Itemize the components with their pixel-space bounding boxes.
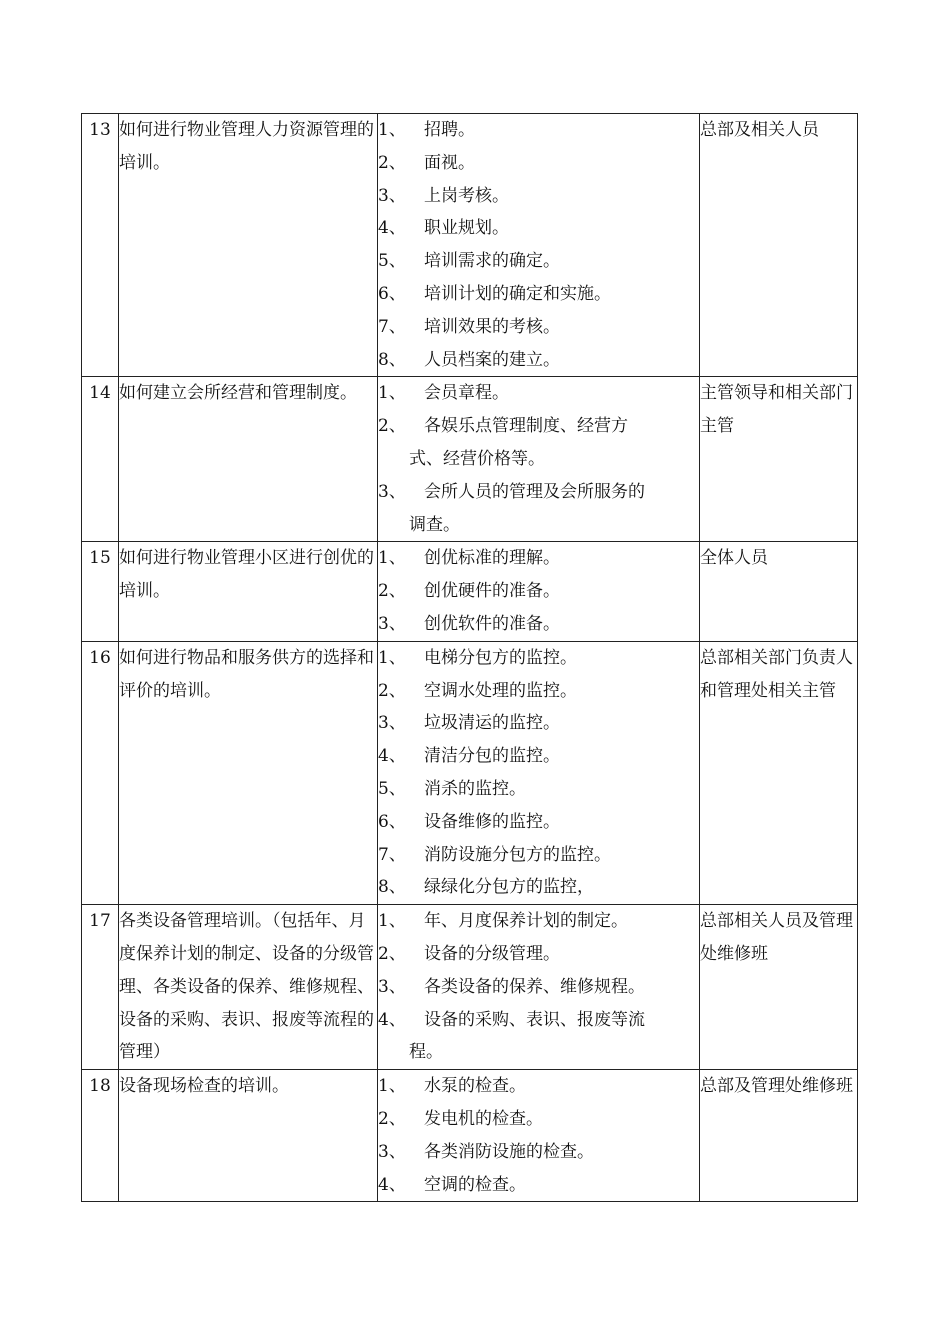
content-item-number: 8、 bbox=[378, 877, 406, 898]
training-table bbox=[81, 113, 858, 1202]
content-item-line bbox=[378, 476, 699, 509]
content-item-text: 清洁分包的监控。 bbox=[424, 746, 560, 767]
content-item-line bbox=[378, 180, 699, 213]
content-item-text: 各娱乐点管理制度、经营方 bbox=[424, 416, 628, 437]
content-list-item bbox=[378, 1103, 699, 1136]
content-item-continuation: 调查。 bbox=[409, 514, 460, 535]
content-item-number: 2、 bbox=[378, 416, 406, 437]
content-item-text: 创优硬件的准备。 bbox=[424, 581, 560, 602]
content-item-line bbox=[378, 871, 699, 904]
content-item-line bbox=[378, 938, 699, 971]
content-item-text: 设备的采购、表识、报废等流 bbox=[424, 1009, 645, 1030]
content-item-line bbox=[378, 806, 699, 839]
content-item-number: 3、 bbox=[378, 185, 406, 206]
content-item-line bbox=[378, 311, 699, 344]
content-item-number: 2、 bbox=[378, 943, 406, 964]
content-list-item bbox=[378, 905, 699, 938]
content-item-number: 3、 bbox=[378, 1141, 406, 1162]
content-item-number: 2、 bbox=[378, 152, 406, 173]
content-item-text: 发电机的检查。 bbox=[424, 1108, 543, 1129]
content-item-text: 创优标准的理解。 bbox=[424, 548, 560, 569]
content-item-text: 面视。 bbox=[424, 152, 475, 173]
target-audience-cell: 总部及管理处维修班 bbox=[700, 1070, 858, 1202]
training-content-cell bbox=[378, 542, 700, 641]
row-number-cell: 18 bbox=[82, 1070, 119, 1202]
content-item-number: 3、 bbox=[378, 613, 406, 634]
content-item-text: 各类设备的保养、维修规程。 bbox=[424, 976, 645, 997]
content-item-line bbox=[378, 212, 699, 245]
training-topic-cell: 如何进行物业管理人力资源管理的培训。 bbox=[119, 114, 378, 377]
content-item-text: 设备的分级管理。 bbox=[424, 943, 560, 964]
content-list-item bbox=[378, 180, 699, 213]
content-list-item bbox=[378, 773, 699, 806]
content-list-item bbox=[378, 410, 699, 476]
content-item-line bbox=[378, 1004, 699, 1037]
content-item-number: 7、 bbox=[378, 844, 406, 865]
content-item-text: 创优软件的准备。 bbox=[424, 613, 560, 634]
content-list-item bbox=[378, 806, 699, 839]
content-list-item bbox=[378, 871, 699, 904]
content-list-item bbox=[378, 740, 699, 773]
content-list-item bbox=[378, 278, 699, 311]
content-item-number: 8、 bbox=[378, 349, 406, 370]
target-audience-cell: 总部及相关人员 bbox=[700, 114, 858, 377]
content-item-text: 培训效果的考核。 bbox=[424, 316, 560, 337]
row-number-cell: 17 bbox=[82, 905, 119, 1070]
training-content-cell bbox=[378, 1070, 700, 1202]
content-item-text: 消杀的监控。 bbox=[424, 778, 526, 799]
content-item-line bbox=[378, 675, 699, 708]
content-item-number: 1、 bbox=[378, 120, 406, 140]
content-list-item bbox=[378, 542, 699, 575]
training-content-cell bbox=[378, 641, 700, 904]
content-item-text: 空调水处理的监控。 bbox=[424, 680, 577, 701]
content-list-item bbox=[378, 344, 699, 377]
content-item-text: 职业规划。 bbox=[424, 218, 509, 239]
content-item-line bbox=[378, 344, 699, 377]
content-list-item bbox=[378, 971, 699, 1004]
content-item-line bbox=[378, 410, 699, 443]
content-item-text: 垃圾清运的监控。 bbox=[424, 713, 560, 734]
row-number-cell: 16 bbox=[82, 641, 119, 904]
training-content-cell bbox=[378, 377, 700, 542]
content-item-line bbox=[378, 1169, 699, 1202]
content-item-number: 2、 bbox=[378, 680, 406, 701]
content-list-item bbox=[378, 311, 699, 344]
table-row bbox=[82, 1070, 858, 1202]
target-audience-cell: 总部相关部门负责人和管理处相关主管 bbox=[700, 641, 858, 904]
training-topic-cell: 如何进行物品和服务供方的选择和评价的培训。 bbox=[119, 641, 378, 904]
content-item-number: 1、 bbox=[378, 1076, 406, 1097]
target-audience-cell: 全体人员 bbox=[700, 542, 858, 641]
content-item-number: 2、 bbox=[378, 581, 406, 602]
content-item-text: 会员章程。 bbox=[424, 383, 509, 404]
training-topic-cell: 如何建立会所经营和管理制度。 bbox=[119, 377, 378, 542]
training-content-cell bbox=[378, 905, 700, 1070]
content-item-line bbox=[378, 905, 699, 938]
training-topic-cell: 各类设备管理培训。（包括年、月度保养计划的制定、设备的分级管理、各类设备的保养、维修规程、设备的采购、表识、报废等流程的管理） bbox=[119, 905, 378, 1070]
content-item-text: 年、月度保养计划的制定。 bbox=[424, 911, 628, 932]
content-item-number: 1、 bbox=[378, 911, 406, 932]
content-item-text: 会所人员的管理及会所服务的 bbox=[424, 481, 645, 502]
content-item-line bbox=[378, 278, 699, 311]
table-row bbox=[82, 905, 858, 1070]
content-item-text: 空调的检查。 bbox=[424, 1174, 526, 1195]
content-item-line bbox=[378, 575, 699, 608]
row-number-cell: 15 bbox=[82, 542, 119, 641]
content-list-item bbox=[378, 642, 699, 675]
table-row bbox=[82, 114, 858, 377]
content-item-text: 电梯分包方的监控。 bbox=[424, 647, 577, 668]
content-item-number: 6、 bbox=[378, 811, 406, 832]
row-number-cell: 13 bbox=[82, 114, 119, 377]
content-item-continuation: 式、经营价格等。 bbox=[409, 448, 545, 469]
content-item-line bbox=[378, 740, 699, 773]
content-item-number: 1、 bbox=[378, 647, 406, 668]
content-item-number: 1、 bbox=[378, 548, 406, 569]
target-audience-cell: 主管领导和相关部门主管 bbox=[700, 377, 858, 542]
content-item-number: 5、 bbox=[378, 251, 406, 272]
content-list-item bbox=[378, 707, 699, 740]
content-item-text: 水泵的检查。 bbox=[424, 1076, 526, 1097]
content-item-number: 2、 bbox=[378, 1108, 406, 1129]
content-list-item bbox=[378, 938, 699, 971]
content-list-item bbox=[378, 377, 699, 410]
content-item-number: 4、 bbox=[378, 218, 406, 239]
content-item-line bbox=[378, 1136, 699, 1169]
content-item-text: 消防设施分包方的监控。 bbox=[424, 844, 611, 865]
content-item-line bbox=[378, 608, 699, 641]
content-list-item bbox=[378, 212, 699, 245]
content-list-item bbox=[378, 1070, 699, 1103]
table-row bbox=[82, 641, 858, 904]
training-content-cell bbox=[378, 114, 700, 377]
training-topic-cell: 设备现场检查的培训。 bbox=[119, 1070, 378, 1202]
content-item-number: 4、 bbox=[378, 746, 406, 767]
content-item-continuation: 程。 bbox=[409, 1042, 443, 1063]
content-list-item bbox=[378, 608, 699, 641]
content-item-line bbox=[378, 147, 699, 180]
table-row bbox=[82, 542, 858, 641]
content-item-line bbox=[378, 542, 699, 575]
content-item-number: 3、 bbox=[378, 713, 406, 734]
content-item-line bbox=[378, 1070, 699, 1103]
content-list-item bbox=[378, 147, 699, 180]
content-item-line bbox=[378, 707, 699, 740]
target-audience-cell: 总部相关人员及管理处维修班 bbox=[700, 905, 858, 1070]
content-list-item bbox=[378, 245, 699, 278]
content-list-item bbox=[378, 114, 699, 147]
training-table-body bbox=[82, 114, 858, 1202]
content-item-line bbox=[378, 642, 699, 675]
content-item-text: 人员档案的建立。 bbox=[424, 349, 560, 370]
content-item-text: 设备维修的监控。 bbox=[424, 811, 560, 832]
content-item-text: 培训需求的确定。 bbox=[424, 251, 560, 272]
content-item-line bbox=[378, 1103, 699, 1136]
content-item-line bbox=[378, 773, 699, 806]
content-list-item bbox=[378, 1136, 699, 1169]
content-item-number: 3、 bbox=[378, 976, 406, 997]
training-topic-cell: 如何进行物业管理小区进行创优的培训。 bbox=[119, 542, 378, 641]
row-number-cell: 14 bbox=[82, 377, 119, 542]
content-item-line bbox=[378, 971, 699, 1004]
content-item-line bbox=[378, 839, 699, 872]
content-item-number: 4、 bbox=[378, 1009, 406, 1030]
content-list-item bbox=[378, 575, 699, 608]
content-item-number: 1、 bbox=[378, 383, 406, 404]
content-item-text: 绿绿化分包方的监控， bbox=[424, 877, 594, 898]
content-item-text: 各类消防设施的检查。 bbox=[424, 1141, 594, 1162]
content-item-line bbox=[378, 377, 699, 410]
content-list-item bbox=[378, 675, 699, 708]
table-row bbox=[82, 377, 858, 542]
content-item-number: 3、 bbox=[378, 481, 406, 502]
content-list-item bbox=[378, 1004, 699, 1070]
content-list-item bbox=[378, 839, 699, 872]
content-item-number: 5、 bbox=[378, 778, 406, 799]
content-item-number: 7、 bbox=[378, 316, 406, 337]
content-item-text: 培训计划的确定和实施。 bbox=[424, 283, 611, 304]
content-item-text: 上岗考核。 bbox=[424, 185, 509, 206]
content-item-text: 招聘。 bbox=[424, 120, 475, 140]
content-list-item bbox=[378, 476, 699, 542]
content-item-number: 6、 bbox=[378, 283, 406, 304]
content-item-line bbox=[378, 114, 699, 147]
content-list-item bbox=[378, 1169, 699, 1202]
content-item-line bbox=[378, 245, 699, 278]
content-item-number: 4、 bbox=[378, 1174, 406, 1195]
